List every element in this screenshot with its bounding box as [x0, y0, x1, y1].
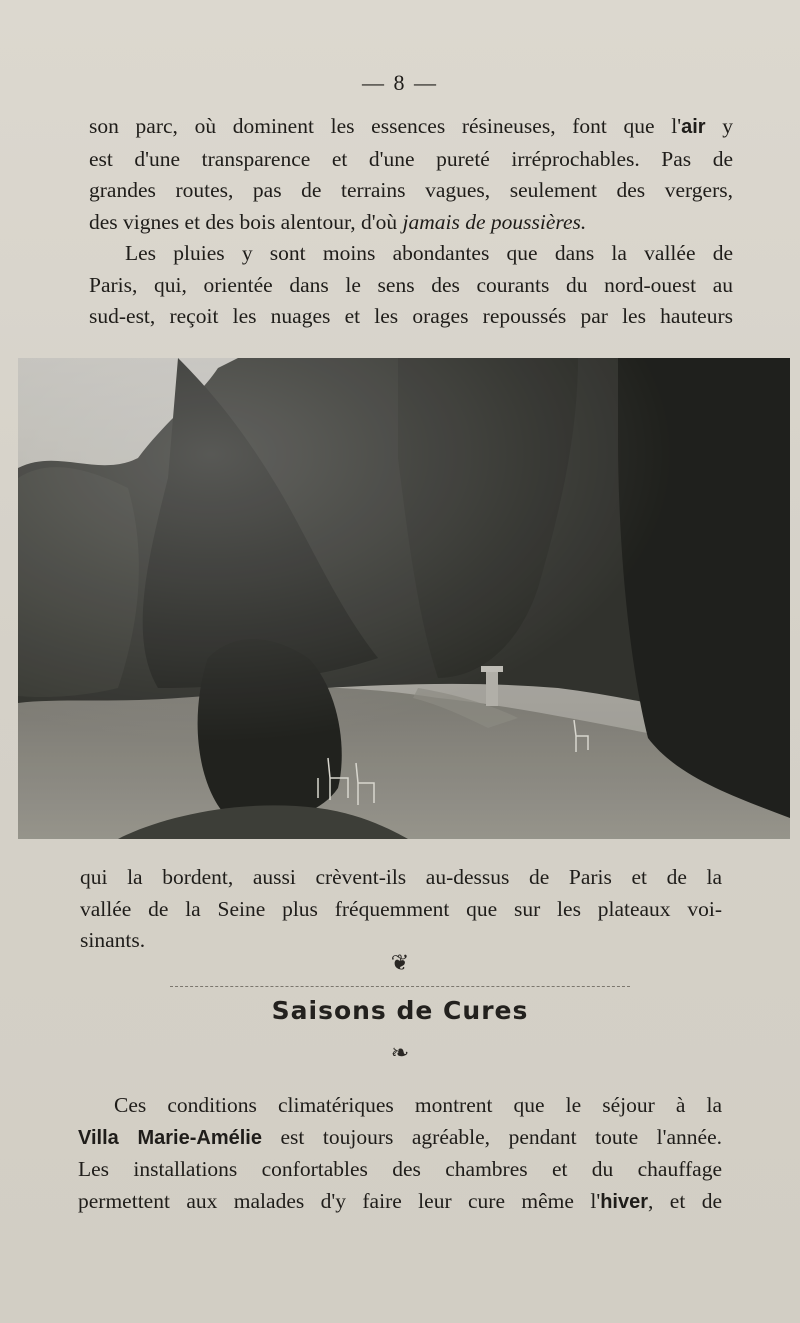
- bold-word-hiver: hiver: [600, 1190, 649, 1213]
- text-line: est d'une transparence et d'une pureté irréprochables. Pas de: [89, 146, 733, 171]
- text-line: Ces conditions climatériques montrent que le séjour à la: [114, 1093, 722, 1117]
- text-line: grandes routes, pas de terrains vagues, seulement des vergers,: [89, 178, 733, 202]
- garden-photograph: [18, 358, 790, 839]
- text-line: permettent aux malades d'y faire leur cure même l'hiver, et de: [78, 1188, 723, 1213]
- text-line: des vignes et des bois alentour, d'où jamais de poussières.: [89, 209, 587, 234]
- paragraph-paris-valley: [80, 862, 722, 957]
- garden-photo-illustration: [18, 358, 790, 839]
- section-divider-rule: [170, 986, 630, 987]
- text-line: Les installations confortables des chambres et du chauffage: [78, 1157, 722, 1181]
- section-title: Saisons de Cures: [271, 996, 529, 1025]
- italic-phrase: jamais de poussières.: [402, 209, 587, 234]
- text-line: sud-est, reçoit les nuages et les orages repoussés par les hauteurs: [89, 304, 733, 328]
- text-line: Paris, qui, orientée dans le sens des courants du nord-ouest au: [89, 272, 733, 297]
- paragraph-seasons: [78, 1090, 722, 1218]
- villa-name: Villa Marie-Amélie: [78, 1126, 262, 1149]
- text-line: Villa Marie-Amélie est toujours agréable, pendant toute l'année.: [78, 1124, 722, 1149]
- text-line: Les pluies y sont moins abondantes que dans la vallée de: [125, 241, 733, 265]
- text-line: qui la bordent, aussi crèvent-ils au-dessus de Paris et de la: [80, 865, 722, 889]
- bold-word-air: air: [681, 116, 706, 138]
- page-number: — 8 —: [362, 70, 438, 95]
- text-line: vallée de la Seine plus fréquemment que sur les plateaux voi-: [80, 896, 722, 921]
- text-line: son parc, où dominent les essences résineuses, font que l'air y: [89, 114, 733, 138]
- fleuron-ornament-bottom: ❧: [390, 1040, 410, 1065]
- text-line: sinants.: [80, 928, 146, 952]
- paragraph-climate: [89, 111, 733, 333]
- fleuron-ornament-top: ❦: [390, 950, 410, 975]
